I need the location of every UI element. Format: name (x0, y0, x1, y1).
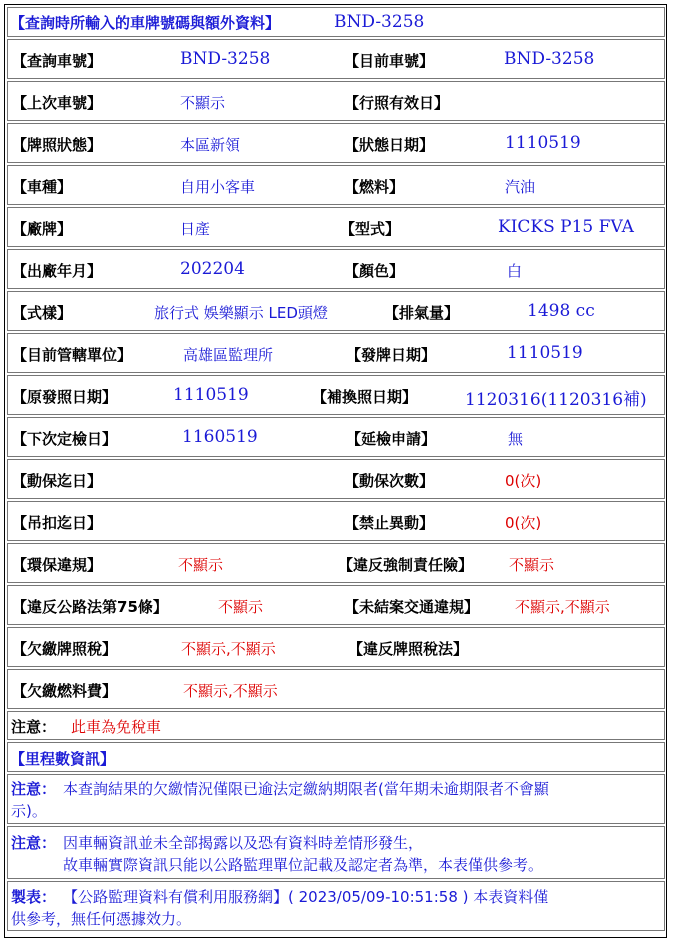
label-original-license-date: 【原發照日期】 (12, 388, 118, 406)
value-status-date: 1110519 (505, 133, 581, 153)
label-suspension-end: 【吊扣迄日】 (12, 514, 103, 532)
value-jurisdiction: 高雄區監理所 (183, 346, 274, 364)
label-fuel: 【燃料】 (344, 178, 405, 196)
row-next-inspection (7, 417, 665, 457)
label-displacement: 【排氣量】 (384, 304, 460, 322)
label-license-valid-date: 【行照有效日】 (344, 94, 450, 112)
value-vehicle-type: 自用小客車 (180, 178, 256, 196)
label-unpaid-fuel-fee: 【欠繳燃料費】 (12, 682, 118, 700)
value-query-plate: BND-3258 (180, 49, 271, 69)
label-jurisdiction: 【目前管轄單位】 (12, 346, 133, 364)
value-original-license-date: 1110519 (173, 385, 249, 405)
mileage-header: 【里程數資訊】 (10, 750, 116, 768)
label-query-plate: 【查詢車號】 (12, 52, 103, 70)
label-license-tax-violation: 【違反牌照稅法】 (348, 640, 469, 658)
value-style: 旅行式 娛樂顯示 LED頭燈 (154, 304, 328, 322)
note-2-text-line2: 故車輛實際資訊只能以公路監理單位記載及認定者為準，本表僅供參考。 (63, 856, 544, 874)
query-title-value: BND-3258 (334, 12, 425, 32)
value-unsettled-traffic-violation: 不顯示,不顯示 (515, 598, 610, 616)
row-unpaid-license-tax (7, 627, 665, 667)
row-style (7, 291, 665, 331)
value-highway-act-75: 不顯示 (218, 598, 264, 616)
value-plate-status: 本區新領 (180, 136, 241, 154)
row-mileage-header (7, 742, 665, 772)
value-displacement: 1498 cc (527, 301, 595, 321)
label-compulsory-insurance-violation: 【違反強制責任險】 (338, 556, 474, 574)
row-note-1 (7, 774, 665, 824)
label-brand: 【廠牌】 (12, 220, 73, 238)
footer-text-line1: 【公路監理資料有償利用服務網】( 2023/05/09-10:51:58 ) 本表資料僅 (63, 888, 549, 906)
label-color: 【顏色】 (344, 262, 405, 280)
value-inspection-extension: 無 (508, 430, 524, 448)
label-environmental-violation: 【環保違規】 (12, 556, 103, 574)
value-previous-plate: 不顯示 (180, 94, 226, 112)
label-current-plate: 【目前車號】 (344, 52, 435, 70)
row-manufacture-date (7, 249, 665, 289)
row-suspension-end (7, 501, 665, 541)
row-note-2 (7, 826, 665, 879)
footer-text-line2: 供參考，無任何憑據效力。 (11, 910, 192, 928)
note-2-text-line1: 因車輛資訊並未全部揭露以及恐有資料時差情形發生， (63, 834, 424, 852)
footer-label: 製表： (11, 888, 57, 906)
row-plate-status (7, 123, 665, 163)
row-vehicle-type (7, 165, 665, 205)
value-environmental-violation: 不顯示 (178, 556, 224, 574)
label-plate-status: 【牌照狀態】 (12, 136, 103, 154)
value-chattel-mortgage-count: 0(次) (505, 472, 542, 490)
row-previous-plate (7, 81, 665, 121)
value-unpaid-license-tax: 不顯示,不顯示 (181, 640, 276, 658)
row-highway-act-75 (7, 585, 665, 625)
label-chattel-mortgage-end: 【動保迄日】 (12, 472, 103, 490)
row-brand (7, 207, 665, 247)
row-query-plate (7, 39, 665, 79)
query-title-row (7, 7, 665, 37)
label-model: 【型式】 (340, 220, 401, 238)
value-next-inspection: 1160519 (182, 427, 258, 447)
note-1-label: 注意： (11, 780, 57, 798)
value-unpaid-fuel-fee: 不顯示,不顯示 (183, 682, 278, 700)
value-issue-date: 1110519 (507, 343, 583, 363)
label-manufacture-date: 【出廠年月】 (12, 262, 103, 280)
label-inspection-extension: 【延檢申請】 (346, 430, 437, 448)
label-status-date: 【狀態日期】 (344, 136, 435, 154)
row-chattel-mortgage-end (7, 459, 665, 499)
value-current-plate: BND-3258 (504, 49, 595, 69)
value-transfer-prohibited: 0(次) (505, 514, 542, 532)
label-vehicle-type: 【車種】 (12, 178, 73, 196)
value-model: KICKS P15 FVA (498, 217, 634, 237)
value-fuel: 汽油 (505, 178, 536, 196)
note-1-text-line1: 本查詢結果的欠繳情況僅限已逾法定繳納期限者(當年期未逾期限者不會顯 (63, 780, 549, 798)
tax-note-text: 此車為免稅車 (71, 718, 162, 736)
value-brand: 日產 (180, 220, 211, 238)
note-2-label: 注意： (11, 834, 57, 852)
label-style: 【式樣】 (12, 304, 73, 322)
label-highway-act-75: 【違反公路法第75條】 (12, 598, 168, 616)
query-title-label: 【查詢時所輸入的車牌號碼與額外資料】 (10, 14, 281, 32)
label-reissue-date: 【補換照日期】 (312, 388, 418, 406)
row-tax-note (7, 711, 665, 740)
value-color: 白 (507, 262, 523, 280)
label-unsettled-traffic-violation: 【未結案交通違規】 (344, 598, 480, 616)
label-unpaid-license-tax: 【欠繳牌照稅】 (12, 640, 118, 658)
label-next-inspection: 【下次定檢日】 (12, 430, 118, 448)
row-unpaid-fuel-fee (7, 669, 665, 709)
label-issue-date: 【發牌日期】 (346, 346, 437, 364)
row-original-license-date (7, 375, 665, 415)
value-compulsory-insurance-violation: 不顯示 (509, 556, 555, 574)
note-1-text-line2: 示)。 (11, 802, 47, 820)
row-jurisdiction (7, 333, 665, 373)
value-manufacture-date: 202204 (180, 259, 245, 279)
value-reissue-date: 1120316(1120316補) (465, 390, 647, 410)
label-chattel-mortgage-count: 【動保次數】 (344, 472, 435, 490)
row-environmental-violation (7, 543, 665, 583)
tax-note-label: 注意： (11, 718, 57, 736)
label-transfer-prohibited: 【禁止異動】 (344, 514, 435, 532)
label-previous-plate: 【上次車號】 (12, 94, 103, 112)
row-footer (7, 881, 665, 931)
